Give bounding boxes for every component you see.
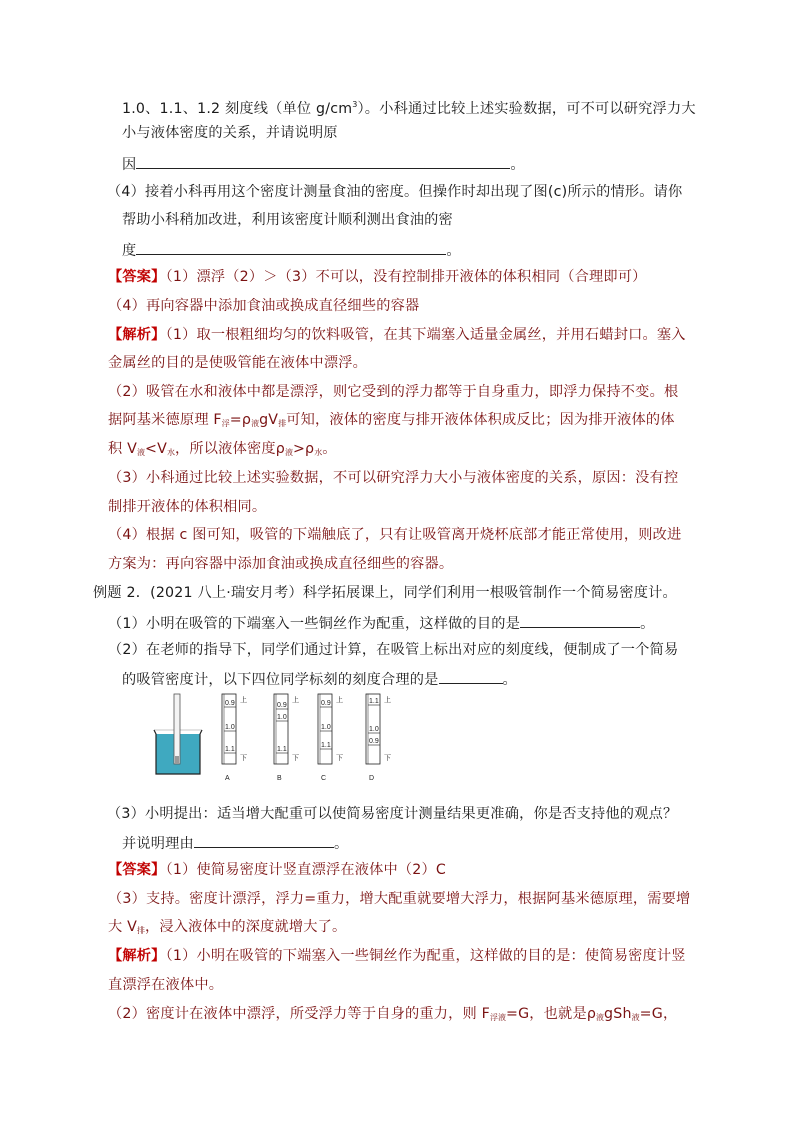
explanation-line: 据阿基米德原理 $F_浮=\rho_液gV_排$可知，液体的密度与排开液体体积成反比；因为排开液体的体 bbox=[108, 412, 675, 428]
straw bbox=[174, 694, 180, 764]
scale-letter: D bbox=[369, 775, 375, 782]
scale-letter: C bbox=[321, 775, 327, 782]
question-line: 帮助小科稍加改进，利用该密度计顺利测出食油的密 bbox=[122, 212, 453, 228]
answer-blank[interactable] bbox=[439, 668, 503, 684]
explanation-line: （3）小科通过比较上述实验数据，不可以研究浮力大小与液体密度的关系，原因：没有控 bbox=[108, 470, 679, 486]
answer-line: （4）再向容器中添加食油或换成直径细些的容器 bbox=[108, 298, 420, 314]
scale-group bbox=[222, 694, 391, 782]
answer-line: 【答案】（1）使简易密度计竖直漂浮在液体中（2）C bbox=[108, 862, 446, 878]
explanation-tag: 【解析】 bbox=[108, 327, 166, 343]
scale-tick-label: 0.9 bbox=[277, 702, 287, 709]
question-line: 度 。 bbox=[122, 239, 461, 261]
answer-blank[interactable] bbox=[194, 832, 334, 848]
scale-letter: A bbox=[225, 775, 230, 782]
scale-tick-label: 1.1 bbox=[321, 742, 331, 749]
answer-line: 【答案】（1）漂浮（2）＞（3）不可以，没有控制排开液体的体积相同（合理即可） bbox=[108, 269, 647, 285]
explanation-line: （2）密度计在液体中漂浮，所受浮力等于自身的重力，则 $F_{浮液}=G$，也就是$\rho_液gSh_液=G$， bbox=[108, 1006, 678, 1022]
question-line: （3）小明提出：适当增大配重可以使简易密度计测量结果更准确，你是否支持他的观点？ bbox=[107, 806, 678, 822]
scale-tick-label: 1.0 bbox=[277, 714, 287, 721]
answer-blank[interactable] bbox=[520, 612, 640, 628]
question-line: （1）小明在吸管的下端塞入一些铜丝作为配重，这样做的目的是 。 bbox=[108, 612, 654, 634]
scale-tick-label: 1.0 bbox=[321, 724, 331, 731]
scale-tick-label: 1.1 bbox=[369, 698, 379, 705]
scale-tick-label: 0.9 bbox=[369, 738, 379, 745]
scale-bottom-label: 下 bbox=[292, 755, 299, 762]
question-line: 因 。 bbox=[122, 153, 525, 175]
question-line: 1.0、1.1、1.2 刻度线（单位 $g/cm^3$）。小科通过比较上述实验数据，可不可以研究浮力大 bbox=[122, 100, 696, 117]
explanation-line: 【解析】（1）小明在吸管的下端塞入一些铜丝作为配重，这样做的目的是：使简易密度计竖 bbox=[108, 948, 686, 964]
scale-top-label: 上 bbox=[240, 697, 247, 704]
question-line: 的吸管密度计，以下四位同学标刻的刻度合理的是 。 bbox=[122, 668, 517, 690]
scale-bottom-label: 下 bbox=[384, 755, 391, 762]
explanation-line: 金属丝的目的是使吸管能在液体中漂浮。 bbox=[108, 355, 367, 371]
explanation-line: 积 $V_液<V_水$，所以液体密度$\rho_液>\rho_水$。 bbox=[108, 441, 337, 457]
scale-bottom-label: 下 bbox=[240, 755, 247, 762]
answer-blank[interactable] bbox=[136, 153, 510, 169]
scale-top-label: 上 bbox=[292, 697, 299, 704]
answer-line: （3）支持。密度计漂浮，浮力=重力，增大配重就要增大浮力，根据阿基米德原理，需要增 bbox=[108, 891, 691, 907]
explanation-line: 直漂浮在液体中。 bbox=[108, 977, 224, 993]
example-title: 例题 2．(2021 八上·瑞安月考）科学拓展课上，同学们利用一根吸管制作一个简易密度计。 bbox=[93, 585, 677, 601]
answer-line: 大 $V_排$，浸入液体中的深度就增大了。 bbox=[108, 919, 347, 935]
question-line: （4）接着小科再用这个密度计测量食油的密度。但操作时却出现了图(c)所示的情形。请你 bbox=[107, 184, 683, 200]
density-meter-figure bbox=[150, 694, 390, 786]
explanation-line: （2）吸管在水和液体中都是漂浮，则它受到的浮力都等于自身重力，即浮力保持不变。根 bbox=[108, 384, 679, 400]
answer-tag: 【答案】 bbox=[108, 269, 166, 285]
scale-top-label: 上 bbox=[384, 697, 391, 704]
question-line: 并说明理由 。 bbox=[122, 832, 348, 854]
scale-tick-label: 1.0 bbox=[369, 726, 379, 733]
scale-tick-label: 1.0 bbox=[225, 724, 235, 731]
scale-bottom-label: 下 bbox=[336, 755, 343, 762]
scale-tick-label: 1.1 bbox=[225, 746, 235, 753]
answer-tag: 【答案】 bbox=[108, 862, 166, 878]
explanation-line: 【解析】（1）取一根粗细均匀的饮料吸管，在其下端塞入适量金属丝，并用石蜡封口。塞入 bbox=[108, 327, 686, 343]
figure-svg bbox=[150, 694, 390, 786]
answer-blank[interactable] bbox=[136, 239, 446, 255]
explanation-tag: 【解析】 bbox=[108, 948, 166, 964]
scale-tick-label: 0.9 bbox=[225, 700, 235, 707]
explanation-line: （4）根据 c 图可知，吸管的下端触底了，只有让吸管离开烧杯底部才能正常使用，则改进 bbox=[108, 527, 682, 543]
explanation-line: 方案为：再向容器中添加食油或换成直径细些的容器。 bbox=[108, 556, 454, 572]
scale-top-label: 上 bbox=[336, 697, 343, 704]
question-line: 小与液体密度的关系，并请说明原 bbox=[122, 125, 338, 141]
question-line: （2）在老师的指导下，同学们通过计算，在吸管上标出对应的刻度线，便制成了一个简易 bbox=[108, 642, 679, 658]
scale-tick-label: 0.9 bbox=[321, 700, 331, 707]
scale-tick-label: 1.1 bbox=[277, 746, 287, 753]
explanation-line: 制排开液体的体积相同。 bbox=[108, 499, 267, 515]
scale-letter: B bbox=[277, 775, 282, 782]
